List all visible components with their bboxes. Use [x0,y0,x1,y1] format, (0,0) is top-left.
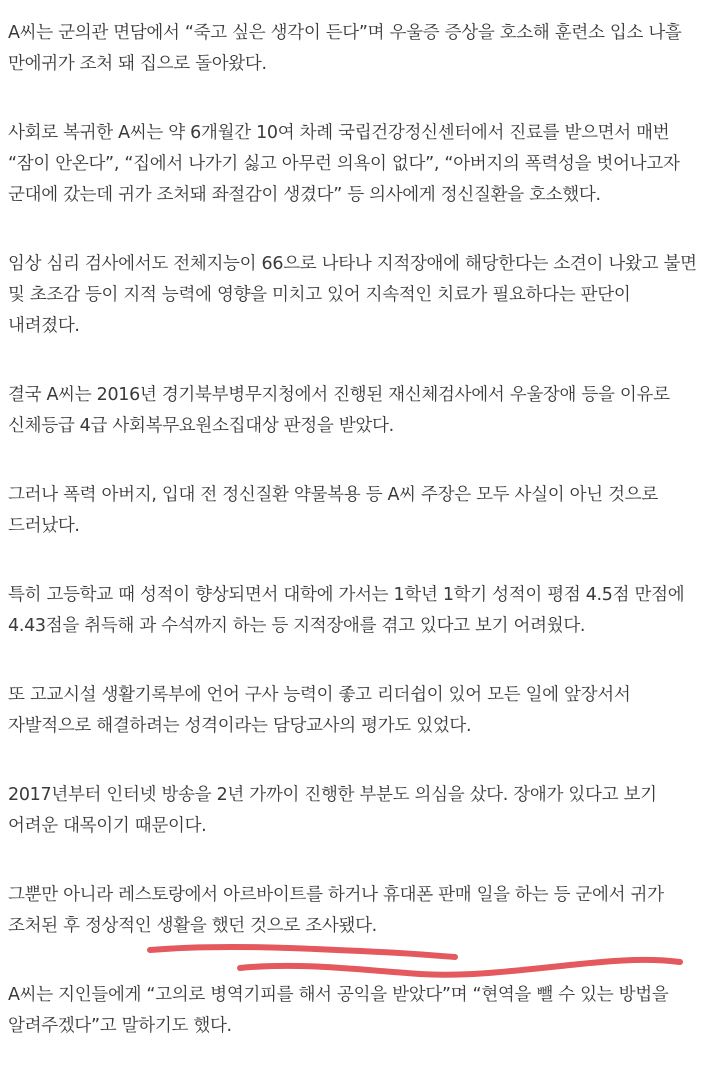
article-paragraph: 그뿐만 아니라 레스토랑에서 아르바이트를 하거나 휴대폰 판매 일을 하는 등 군에서 귀가 조처된 후 정상적인 생활을 했던 것으로 조사됐다. [8,885,664,936]
article-paragraph: A씨는 군의관 면담에서 “죽고 싶은 생각이 든다”며 우울증 증상을 호소해 훈련소 입소 나흘 만에귀가 조처 돼 집으로 돌아왔다. [8,23,682,74]
article-paragraph: 그러나 폭력 아버지, 입대 전 정신질환 약물복용 등 A씨 주장은 모두 사실이 아닌 것으로 드러났다. [8,485,658,536]
article-paragraph-last: A씨는 지인들에게 “고의로 병역기피를 해서 공익을 받았다”며 “현역을 뺄 수 있는 방법을 알려주겠다”고 말하기도 했다. [8,985,669,1036]
article-paragraph: 2017년부터 인터넷 방송을 2년 가까이 진행한 부분도 의심을 샀다. 장애가 있다고 보기 어려운 대목이기 때문이다. [8,785,657,836]
article-paragraph: 사회로 복귀한 A씨는 약 6개월간 10여 차례 국립건강정신센터에서 진료를 받으면서 매번 “잠이 안온다”, “집에서 나가기 싫고 아무런 의욕이 없다”, “아버지의 폭력성을 벗어나고자 군대에 갔는데 귀가 조처돼 좌절감이 생겼다” 등 의사에게 정신질환을 호소했다. [8,123,680,205]
article-paragraph: 특히 고등학교 때 성적이 향상되면서 대학에 가서는 1학년 1학기 성적이 평점 4.5점 만점에 4.43점을 취득해 과 수석까지 하는 등 지적장애를 겪고 있다고 보기 어려웠다. [8,585,685,636]
article-paragraph: 임상 심리 검사에서도 전체지능이 66으로 나타나 지적장애에 해당한다는 소견이 나왔고 불면 및 초조감 등이 지적 능력에 영향을 미치고 있어 지속적인 치료가 필요하다는 판단이 내려졌다. [8,254,697,336]
article-paragraph: 또 고교시설 생활기록부에 언어 구사 능력이 좋고 리더쉽이 있어 모든 일에 앞장서서 자발적으로 해결하려는 성격이라는 담당교사의 평가도 있었다. [8,685,631,736]
article-body [8,18,704,1080]
article-paragraph: 결국 A씨는 2016년 경기북부병무지청에서 진행된 재신체검사에서 우울장애 등을 이유로 신체등급 4급 사회복무요원소집대상 판정을 받았다. [8,385,670,436]
